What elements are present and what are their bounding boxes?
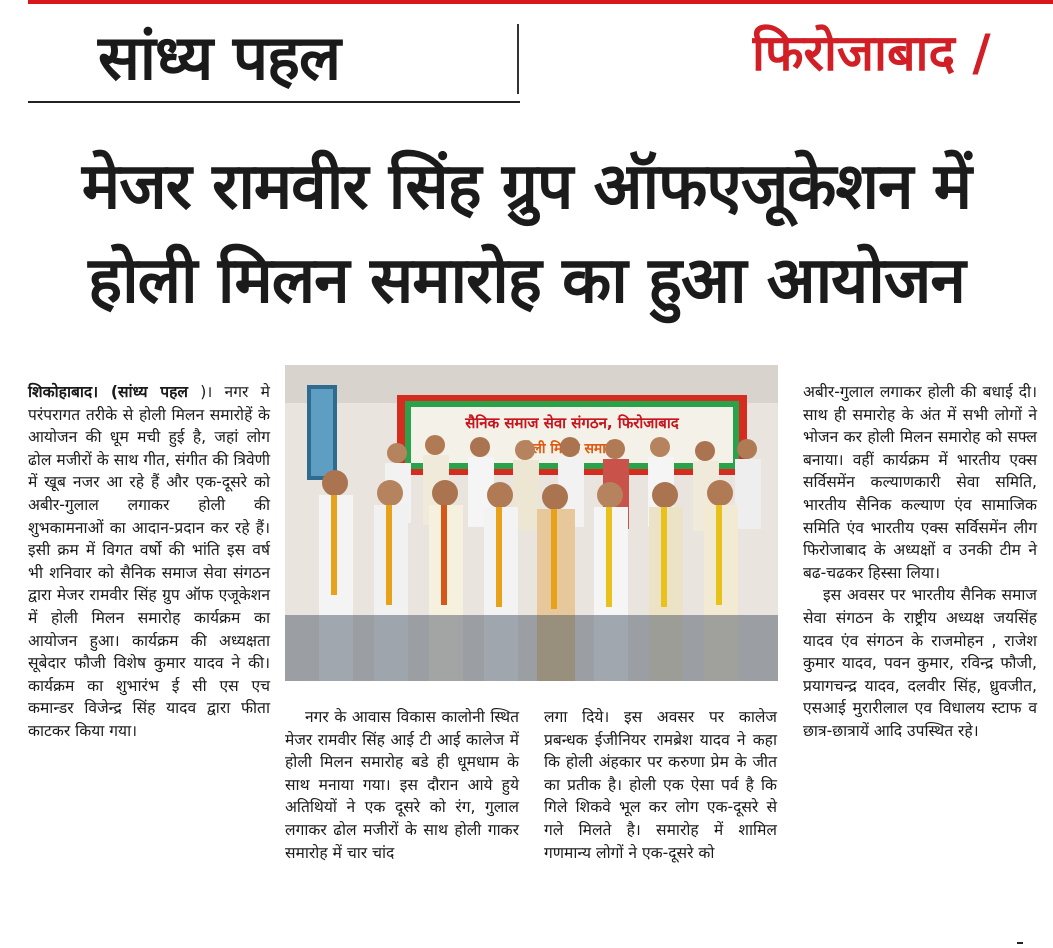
column-3-text: लगा दिये। इस अवसर पर कालेज प्रबन्धक ईजीनियर रामब्रेश यादव ने कहा कि होली अंहकार पर करुणा प्रेम के जीत का प्रतीक है। होली एक ऐसा पर्व है कि गिले शिकवे भूल कर लोग एक-दूसरे से गले मिलते है। समारोह में शामिल गणमान्य लोगों ने एक-दूसरे को — [544, 708, 777, 862]
headline-line-1: मेजर रामवीर सिंह ग्रुप ऑफएजूकेशन में — [81, 150, 972, 224]
article-column-3 — [544, 706, 777, 864]
group-photo-illustration — [285, 365, 778, 681]
column-2-text: नगर के आवास विकास कालोनी स्थित मेजर रामवीर सिंह आई टी आई कालेज में होली मिलन समारोह बडे ही धूमधाम के साथ मनाया गया। इस दौरान आये हुये अतिथियों ने एक दूसरे को रंग, गुलाल लगाकर ढोल मजीरों के साथ होली गाकर समारोह में चार चांद — [285, 708, 519, 862]
banner-subtitle-text: समारोह — [584, 441, 623, 457]
column-4-paragraph-1: अबीर-गुलाल लगाकर होली की बधाई दी। साथ ही समारोह के अंत में सभी लोगों ने भोजन कर होली मिलन समारोह को सफ्ल बनाया। वहीं कार्यक्रम में भारतीय एक्स सर्विसमेंन कल्याणकारी सेवा समिति, भारतीय सैनिक कल्याण एंव सामाजिक समिति एंव भारतीय एक्स सर्विसमेंन लीग फिरोजाबाद के अध्यक्षों व उनकी टीम ने बढ-चढकर हिस्सा लिया। — [803, 383, 1037, 582]
article-headline — [0, 140, 1053, 328]
headline-line-2: होली मिलन समारोह का हुआ आयोजन — [88, 244, 965, 318]
event-photo — [285, 365, 778, 681]
column-1-paragraph — [28, 381, 270, 743]
article-column-2 — [285, 706, 519, 864]
dateline: शिकोहाबाद। (सांध्य पहल — [28, 383, 188, 401]
column-4-paragraph-2: इस अवसर पर भारतीय सैनिक समाज सेवा संगठन के राष्ट्रीय अध्यक्ष जयसिंह यादव एंव संगठन के राजमोहन , राजेश कुमार यादव, पवन कुमार, रविन्द्र फौजी, प्रयागचन्द्र यादव, दलवीर सिंह, ध्रुवजीत, एसआई मुरारीलाल एव विधालय स्टाफ व छात्र-छात्रायें आदि उपस्थित रहे। — [803, 586, 1037, 740]
newspaper-name: सांध्य पहल — [98, 21, 341, 94]
article-column-4 — [803, 381, 1037, 743]
corner-mark — [1017, 942, 1023, 944]
masthead-separator — [517, 24, 519, 94]
top-red-rule — [28, 0, 1053, 4]
column-1-text: )। नगर मे परंपरागत तरीके से होली मिलन समारोहें के आयोजन की धूम मची हुई है, जहां लोग ढोल मजीरों के साथ गीत, संगीत की त्रिवेणी में खूब नजर आ रहे हैं और एक-दूसरे को अबीर-गुलाल लगाकर होली की शुभकामनाओं का आदान-प्रदान कर रहे हैं। इसी क्रम में विगत वर्षो की भांति इस वर्ष भी शनिवार को सैनिक समाज सेवा संगठन द्वारा मेजर रामवीर सिंह ग्रुप ऑफ एजूकेशन में होली मिलन समारोह कार्यक्रम का आयोजन हुआ। कार्यक्रम की अध्यक्षता सूबेदार फौजी विशेष कुमार यादव ने की। कार्यक्रम का शुभारंभ ई सी एस एच कमान्डर विजेन्द्र सिंह यादव द्वारा फीता काटकर किया गया। — [28, 383, 270, 740]
article-column-1 — [28, 381, 270, 743]
edition-city: फिरोजाबाद / — [752, 24, 991, 82]
masthead-underline — [28, 101, 520, 103]
banner-title-text: सैनिक समाज सेवा संगठन, फिरोजाबाद — [465, 414, 679, 432]
